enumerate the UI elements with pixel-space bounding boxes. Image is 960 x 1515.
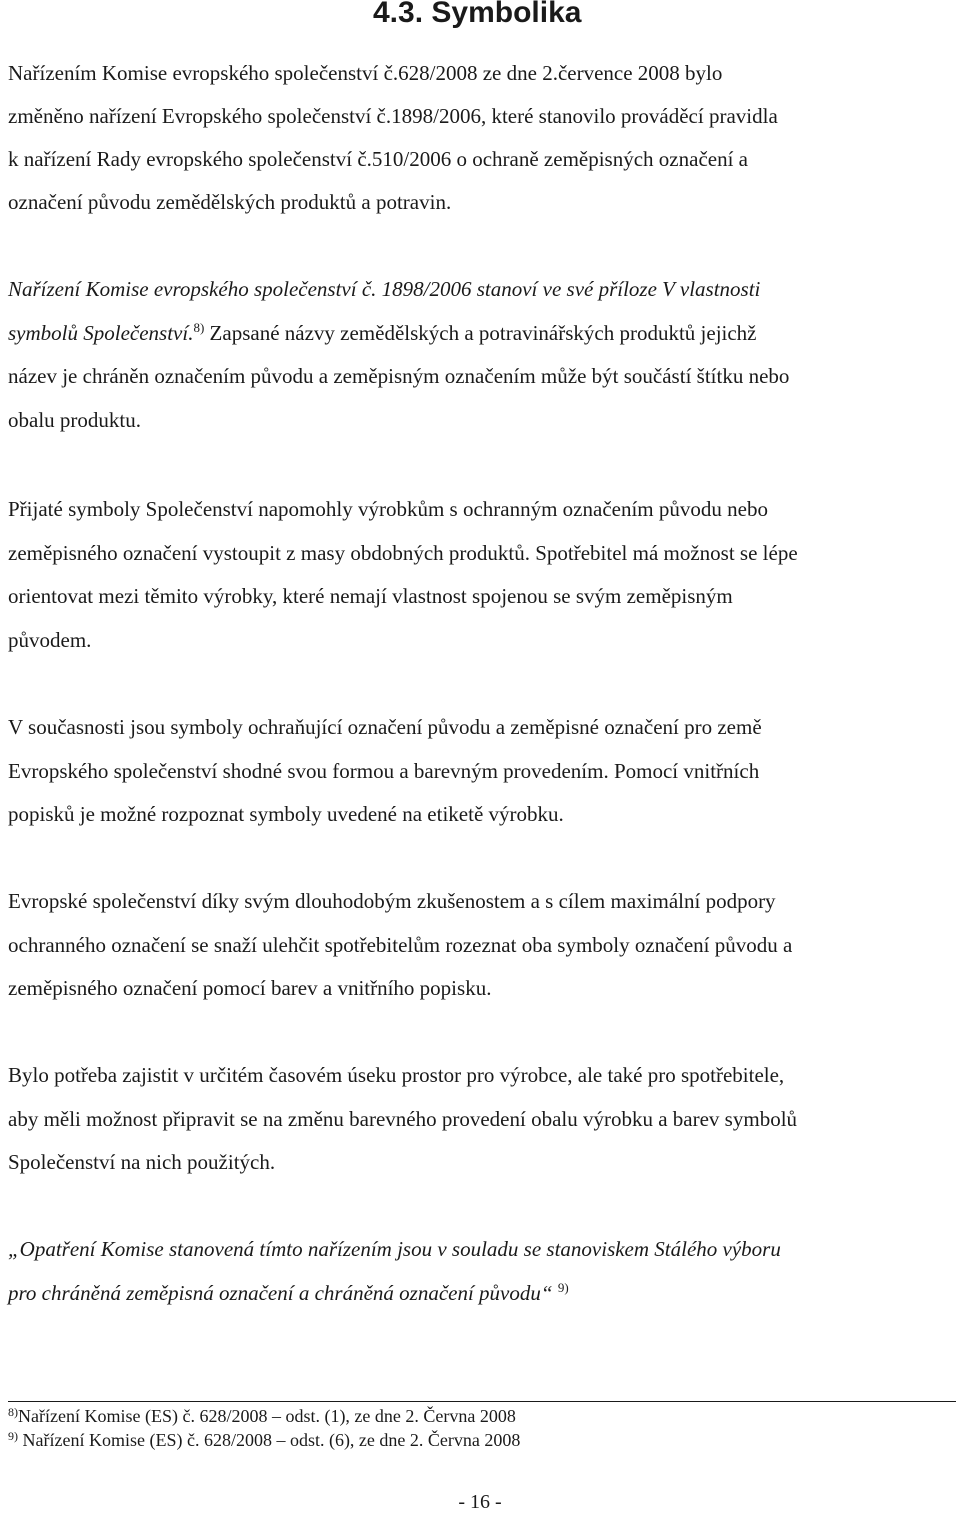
paragraph-3	[8, 488, 956, 662]
paragraph-4	[8, 706, 956, 837]
text-line: Evropského společenství shodné svou formou a barevným provedením. Pomocí vnitřních	[8, 758, 760, 783]
paragraph-1	[8, 52, 956, 224]
footnote-text: Nařízení Komise (ES) č. 628/2008 – odst. (1), ze dne 2. Června 2008	[18, 1406, 516, 1426]
page-number: - 16 -	[458, 1491, 502, 1513]
footnote-8	[8, 1404, 520, 1428]
text-line: původem.	[8, 627, 92, 652]
italic-text: pro chráněná zeměpisná označení a chráněná označení původu“	[8, 1280, 553, 1305]
footnote-mark: 9)	[8, 1429, 18, 1443]
text-line: název je chráněn označením původu a zeměpisným označením může být součástí štítku nebo	[8, 364, 790, 388]
text-line: obalu produktu.	[8, 407, 141, 432]
text-line: k nařízení Rady evropského společenství č.510/2006 o ochraně zeměpisných označení a	[8, 147, 748, 171]
text-line: ochranného označení se snaží ulehčit spotřebitelům rozeznat oba symboly označení původu a	[8, 932, 793, 957]
footnote-text: Nařízení Komise (ES) č. 628/2008 – odst. (6), ze dne 2. Června 2008	[18, 1430, 521, 1450]
text-line	[8, 312, 956, 356]
text-line: orientovat mezi těmito výrobky, které nemají vlastnost spojenou se svým zeměpisným	[8, 584, 733, 608]
text-line: V současnosti jsou symboly ochraňující označení původu a zeměpisné označení pro země	[8, 715, 762, 739]
footnote-ref-8: 8)	[193, 319, 205, 335]
text-line: označení původu zemědělských produktů a potravin.	[8, 190, 452, 214]
footnote-mark: 8)	[8, 1405, 18, 1419]
footnote-ref-9: 9)	[557, 1279, 569, 1295]
text-line: Přijaté symboly Společenství napomohly výrobkům s ochranným označením původu nebo	[8, 497, 768, 521]
paragraph-6	[8, 1054, 956, 1185]
footnote-9	[8, 1428, 520, 1452]
italic-text: symbolů Společenství.	[8, 320, 194, 345]
italic-text-line	[8, 1272, 956, 1316]
footnotes	[8, 1404, 520, 1452]
text-line: zeměpisného označení pomocí barev a vnitřního popisku.	[8, 976, 492, 1000]
section-heading: 4.3. Symbolika	[373, 0, 582, 29]
italic-text-line: Nařízení Komise evropského společenství č. 1898/2006 stanoví ve své příloze V vlastnosti	[8, 277, 761, 301]
text-line: změněno nařízení Evropského společenství č.1898/2006, které stanovilo prováděcí pravidla	[8, 104, 778, 128]
paragraph-2	[8, 268, 956, 442]
text-line: popisků je možné rozpoznat symboly uvedené na etiketě výrobku.	[8, 802, 564, 826]
text-line: Společenství na nich použitých.	[8, 1150, 276, 1174]
text-run: Zapsané názvy zemědělských a potravinářských produktů jejichž	[204, 320, 757, 345]
text-line: Bylo potřeba zajistit v určitém časovém úseku prostor pro výrobce, ale také pro spotřebitele,	[8, 1063, 785, 1087]
text-line: zeměpisného označení vystoupit z masy obdobných produktů. Spotřebitel má možnost se lépe	[8, 540, 798, 565]
text-line: Evropské společenství díky svým dlouhodobým zkušenostem a s cílem maximální podpory	[8, 889, 776, 913]
text-line: Nařízením Komise evropského společenství č.628/2008 ze dne 2.července 2008 bylo	[8, 61, 723, 85]
paragraph-5	[8, 880, 956, 1011]
quotation-paragraph	[8, 1228, 956, 1315]
text-line: aby měli možnost připravit se na změnu barevného provedení obalu výrobku a barev symbolů	[8, 1106, 798, 1131]
footnote-divider	[8, 1401, 956, 1402]
italic-text-line: „Opatření Komise stanovená tímto nařízením jsou v souladu se stanoviskem Stálého výboru	[8, 1237, 781, 1261]
